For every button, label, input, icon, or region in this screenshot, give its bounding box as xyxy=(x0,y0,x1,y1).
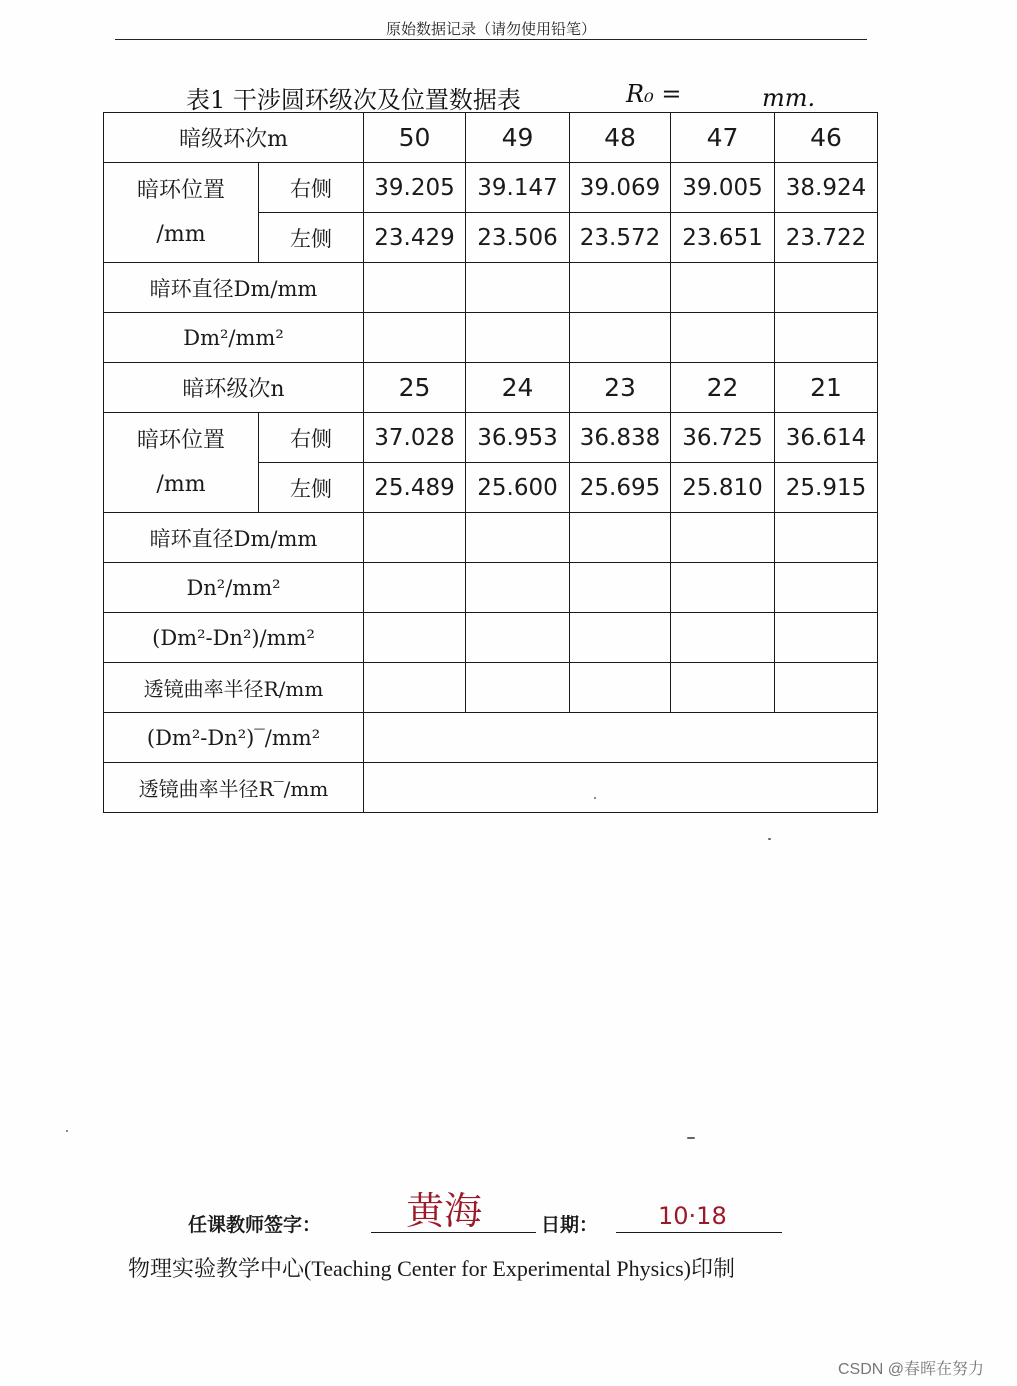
m-right-cell: 39.205 xyxy=(364,163,466,213)
m-right-cell: 39.147 xyxy=(466,163,570,213)
paper-speck xyxy=(687,1137,695,1139)
avg-radius-label-cell: 透镜曲率半径R‾/mm xyxy=(104,763,364,813)
n-left-cell: 25.915 xyxy=(775,463,878,513)
n-right-cell: 37.028 xyxy=(364,413,466,463)
n-value-cell: 22 xyxy=(671,363,775,413)
signature-row xyxy=(188,1189,808,1240)
empty-cell xyxy=(671,313,775,363)
m-value-cell: 50 xyxy=(364,113,466,163)
m-value-cell: 46 xyxy=(775,113,878,163)
empty-cell xyxy=(364,563,466,613)
empty-cell xyxy=(775,563,878,613)
right-side-label: 右侧 xyxy=(259,163,364,213)
empty-cell xyxy=(466,563,570,613)
page-header-title: 原始数据记录（请勿使用铅笔） xyxy=(385,22,596,38)
m-right-cell: 39.005 xyxy=(671,163,775,213)
empty-cell xyxy=(570,313,671,363)
empty-cell xyxy=(775,513,878,563)
m-right-cell: 39.069 xyxy=(570,163,671,213)
empty-cell xyxy=(466,263,570,313)
n-left-cell: 25.695 xyxy=(570,463,671,513)
n-value-cell: 25 xyxy=(364,363,466,413)
n-value-cell: 23 xyxy=(570,363,671,413)
empty-cell xyxy=(570,563,671,613)
paper-speck xyxy=(768,838,771,840)
table-row xyxy=(104,713,878,763)
date-line xyxy=(616,1232,782,1233)
teacher-signature-label: 任课教师签字： xyxy=(188,1214,322,1236)
table-row xyxy=(104,113,878,163)
r0-unit: mm. xyxy=(762,84,816,112)
empty-cell xyxy=(364,263,466,313)
m-left-cell: 23.506 xyxy=(466,213,570,263)
m-value-cell: 47 xyxy=(671,113,775,163)
diff-label-cell: (Dm²-Dn²)/mm² xyxy=(104,613,364,663)
empty-cell xyxy=(570,513,671,563)
position-label-line2: /mm xyxy=(156,221,206,247)
m-left-cell: 23.651 xyxy=(671,213,775,263)
table-row xyxy=(104,413,878,463)
table-row xyxy=(104,563,878,613)
table-row xyxy=(104,313,878,363)
table-row xyxy=(104,263,878,313)
dm-label-cell: 暗环直径Dm/mm xyxy=(104,263,364,313)
right-side-label: 右侧 xyxy=(259,413,364,463)
empty-cell xyxy=(671,663,775,713)
empty-cell xyxy=(671,513,775,563)
n-value-cell: 21 xyxy=(775,363,878,413)
m-left-cell: 23.429 xyxy=(364,213,466,263)
empty-cell xyxy=(364,613,466,663)
empty-cell xyxy=(466,513,570,563)
m-label-cell: 暗级环次m xyxy=(104,113,364,163)
empty-cell xyxy=(570,663,671,713)
empty-cell xyxy=(671,613,775,663)
empty-cell xyxy=(466,613,570,663)
merged-empty-cell xyxy=(364,763,878,813)
radius-label-cell: 透镜曲率半径R/mm xyxy=(104,663,364,713)
empty-cell xyxy=(775,263,878,313)
footer-printer-note: 物理实验教学中心(Teaching Center for Experimental Physics)印制 xyxy=(128,1256,735,1281)
n-right-cell: 36.838 xyxy=(570,413,671,463)
position-label-line1: 暗环位置 xyxy=(136,427,225,453)
table-row xyxy=(104,763,878,813)
n-position-label-cell xyxy=(104,413,259,513)
empty-cell xyxy=(570,613,671,663)
table-title xyxy=(186,80,816,115)
n-value-cell: 24 xyxy=(466,363,570,413)
n-left-cell: 25.489 xyxy=(364,463,466,513)
position-label-line1: 暗环位置 xyxy=(136,177,225,203)
table-title-text: 表1 干涉圆环级次及位置数据表 xyxy=(186,86,521,114)
empty-cell xyxy=(466,663,570,713)
empty-cell xyxy=(775,663,878,713)
n-left-cell: 25.600 xyxy=(466,463,570,513)
n-right-cell: 36.953 xyxy=(466,413,570,463)
paper-speck xyxy=(594,797,596,799)
table-row xyxy=(104,363,878,413)
paper-speck xyxy=(66,1130,68,1132)
empty-cell xyxy=(775,313,878,363)
merged-empty-cell xyxy=(364,713,878,763)
m-value-cell: 49 xyxy=(466,113,570,163)
date-value: 10·18 xyxy=(658,1202,727,1230)
empty-cell xyxy=(364,663,466,713)
table-row xyxy=(104,513,878,563)
data-table xyxy=(103,112,878,813)
empty-cell xyxy=(671,263,775,313)
teacher-signature: 黄海 xyxy=(406,1189,483,1233)
left-side-label: 左侧 xyxy=(259,213,364,263)
left-side-label: 左侧 xyxy=(259,463,364,513)
signature-line xyxy=(371,1232,536,1233)
empty-cell xyxy=(570,263,671,313)
dn2-label-cell: Dn²/mm² xyxy=(104,563,364,613)
empty-cell xyxy=(364,513,466,563)
watermark: CSDN @春晖在努力 xyxy=(838,1361,985,1378)
n-label-cell: 暗环级次n xyxy=(104,363,364,413)
position-label-line2: /mm xyxy=(156,471,206,497)
empty-cell xyxy=(671,563,775,613)
table-row xyxy=(104,663,878,713)
m-left-cell: 23.722 xyxy=(775,213,878,263)
empty-cell xyxy=(466,313,570,363)
n-right-cell: 36.614 xyxy=(775,413,878,463)
table-row xyxy=(104,613,878,663)
empty-cell xyxy=(364,313,466,363)
date-label: 日期： xyxy=(541,1214,599,1236)
table-row xyxy=(104,163,878,213)
n-right-cell: 36.725 xyxy=(671,413,775,463)
n-left-cell: 25.810 xyxy=(671,463,775,513)
empty-cell xyxy=(775,613,878,663)
r0-label: R₀ = xyxy=(626,80,682,108)
m-position-label-cell xyxy=(104,163,259,263)
header-rule xyxy=(115,39,867,40)
avg-diff-label-cell: (Dm²-Dn²)‾/mm² xyxy=(104,713,364,763)
dm2-label-cell: Dm²/mm² xyxy=(104,313,364,363)
dn-label-cell: 暗环直径Dm/mm xyxy=(104,513,364,563)
m-value-cell: 48 xyxy=(570,113,671,163)
m-right-cell: 38.924 xyxy=(775,163,878,213)
m-left-cell: 23.572 xyxy=(570,213,671,263)
